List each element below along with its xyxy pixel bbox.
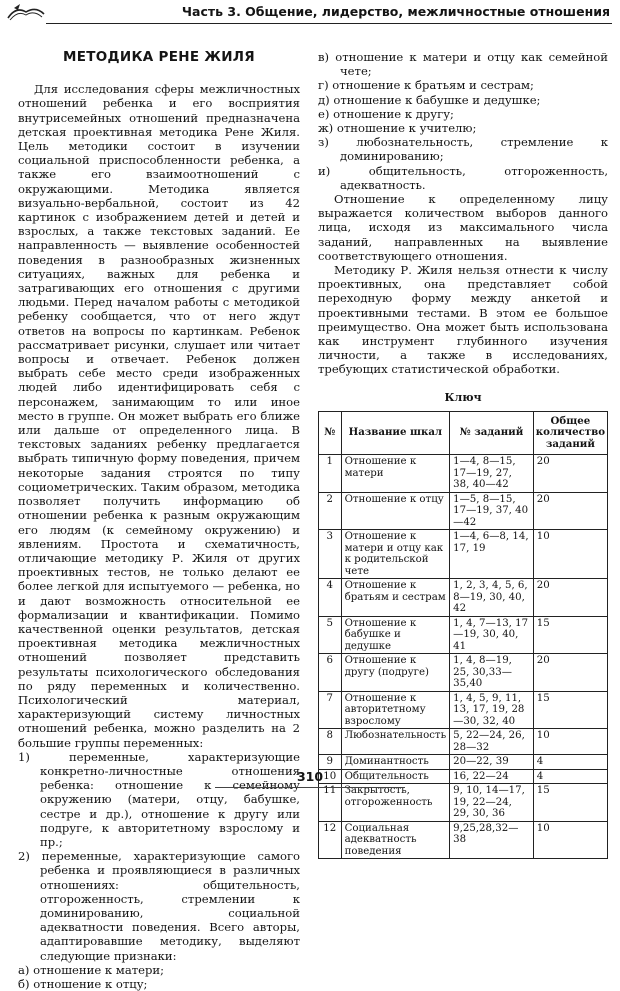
task-numbers: 1—5, 8—15, 17—19, 37, 40—42 (450, 492, 534, 530)
list-item (318, 93, 608, 107)
features-list-continued (318, 50, 608, 192)
task-total: 10 (533, 729, 607, 755)
task-numbers: 16, 22—24 (450, 769, 534, 784)
list-item (18, 750, 300, 849)
row-number: 10 (319, 769, 342, 784)
table-row (319, 579, 608, 617)
table-caption: Ключ (444, 390, 482, 404)
table-row (319, 616, 608, 654)
article-title: МЕТОДИКА РЕНЕ ЖИЛЯ (62, 49, 255, 65)
scale-name: Отношение к матери (341, 455, 450, 493)
list-marker: д) (318, 92, 330, 107)
header-divider (46, 23, 612, 24)
row-number: 2 (319, 492, 342, 530)
list-marker: 1) (18, 749, 30, 764)
task-numbers: 5, 22—24, 26, 28—32 (450, 729, 534, 755)
key-table (318, 411, 608, 860)
list-text: отношение к бабушке и дедушке; (333, 92, 541, 107)
scale-name: Закрытость, отгороженность (341, 784, 450, 822)
list-text: отношение к другу; (333, 106, 454, 121)
list-text: отношение к матери и отцу как семейной чете; (335, 50, 608, 79)
task-total: 10 (533, 821, 607, 859)
task-numbers: 1—4, 8—15, 17—19, 27, 38, 40—42 (450, 455, 534, 493)
task-total: 4 (533, 755, 607, 770)
list-marker: ж) (318, 121, 334, 136)
table-row (319, 784, 608, 822)
list-marker: г) (318, 78, 329, 93)
list-item (318, 121, 608, 135)
list-text: общительность, отгороженность, адекватность. (340, 163, 609, 192)
task-total: 4 (533, 769, 607, 784)
footer-divider (215, 787, 405, 788)
table-row (319, 492, 608, 530)
task-total: 10 (533, 530, 607, 579)
list-item (318, 78, 608, 92)
list-marker: з) (318, 135, 329, 150)
list-item (318, 164, 608, 192)
task-numbers: 1, 2, 3, 4, 5, 6, 8—19, 30, 40, 42 (450, 579, 534, 617)
scale-name: Общительность (341, 769, 450, 784)
list-text: переменные, характеризующие конкретно-личностные отношения ребенка: отношение к семейному окружению (матери, отцу, бабушке, сестре и др.), отношение к другу или подруге, к авторитетному взрослому и пр.; (40, 749, 300, 849)
list-text: переменные, характеризующие самого ребенка и проявляющиеся в различных отношениях: общительность, отгороженность, стремлении к доминированию, социальной адекватности поведения. Всего авторы, адаптировавшие методику, выделяют следующие признаки: (40, 849, 301, 963)
page-number: 310 (296, 769, 324, 784)
intro-paragraph: Для исследования сферы межличностных отношений ребенка и его восприятия внутрисемейных отношений предназначена детская проективная методика Рене Жиля. Цель методики состоит в изучении социальной приспособленности ребенка, а также его взаимоотношений с окружающими. Методика является визуально-вербальной, состоит из 42 картинок с изображением детей и детей и взрослых, а также текстовых заданий. Ее направленность — выявление особенностей поведения в разнообразных жизненных ситуациях, важных для ребенка и затрагивающих его отношения с другими людьми. Перед началом работы с методикой ребенку сообщается, что от него ждут ответов на вопросы по картинкам. Ребенок рассматривает рисунки, слушает или читает вопросы и отвечает. Ребенок должен выбрать себе место среди изображенных людей либо идентифицировать себя с персонажем, занимающим то или иное место в группе. Он может выбрать его ближе или дальше от определенного лица. В текстовых заданиях ребенку предлагается выбрать типичную форму поведения, причем некоторые задания строятся по типу социометрических. Таким образом, методика позволяет получить информацию об отношении ребенка к разным окружающим его людям (к семейному окружению) и явлениям. Простота и схематичность, отличающие методику Р. Жиля от других проективных тестов, не только делают ее более легкой для испытуемого — ребенка, но и дают возможность относительной ее формализации и квантификации. Помимо качественной оценки результатов, детская проективная методика межличностных отношений позволяет представить результаты психологического обследования по ряду переменных и количественно. Психологический материал, характеризующий систему личностных отношений ребенка, можно разделить на 2 большие группы переменных: (18, 82, 300, 750)
task-numbers: 1, 4, 7—13, 17—19, 30, 40, 41 (450, 616, 534, 654)
list-item (318, 107, 608, 121)
choice-paragraph: Отношение к определенному лицу выражается количеством выборов данного лица, исходя из максимального числа заданий, направленных на выявление соответствующего отношения. (318, 192, 608, 263)
row-number: 1 (319, 455, 342, 493)
list-marker: 2) (18, 849, 30, 864)
list-item (318, 135, 608, 163)
row-number: 7 (319, 691, 342, 729)
list-marker: б) (18, 977, 30, 991)
row-number: 12 (319, 821, 342, 859)
row-number: 9 (319, 755, 342, 770)
row-number: 4 (319, 579, 342, 617)
scale-name: Отношение к матери и отцу как к родительской чете (341, 530, 450, 579)
list-marker: а) (18, 962, 30, 977)
task-total: 15 (533, 691, 607, 729)
list-item (18, 977, 300, 991)
table-row (319, 691, 608, 729)
scale-name: Доминантность (341, 755, 450, 770)
scale-name: Отношение к братьям и сестрам (341, 579, 450, 617)
column-header-number: № (319, 411, 342, 455)
list-marker: в) (318, 50, 330, 64)
row-number: 6 (319, 654, 342, 692)
task-numbers: 9,25,28,32—38 (450, 821, 534, 859)
scale-name: Социальная адекватность поведения (341, 821, 450, 859)
task-total: 15 (533, 784, 607, 822)
page-header (0, 0, 620, 24)
table-row (319, 729, 608, 755)
task-total: 20 (533, 455, 607, 493)
task-total: 20 (533, 654, 607, 692)
list-item (18, 963, 300, 977)
task-numbers: 1, 4, 5, 9, 11, 13, 17, 19, 28—30, 32, 40 (450, 691, 534, 729)
scale-name: Отношение к авторитетному взрослому (341, 691, 450, 729)
task-numbers: 20—22, 39 (450, 755, 534, 770)
row-number: 8 (319, 729, 342, 755)
task-total: 15 (533, 616, 607, 654)
table-row (319, 654, 608, 692)
scale-name: Отношение к бабушке и дедушке (341, 616, 450, 654)
list-text: отношение к братьям и сестрам; (332, 78, 534, 93)
task-numbers: 1—4, 6—8, 14, 17, 19 (450, 530, 534, 579)
column-header-total: Общее количество заданий (533, 411, 607, 455)
list-marker: е) (318, 106, 330, 121)
features-list (18, 963, 300, 991)
column-header-tasks: № заданий (450, 411, 534, 455)
right-column (318, 50, 608, 859)
list-text: отношение к учителю; (336, 121, 477, 136)
row-number: 3 (319, 530, 342, 579)
task-total: 20 (533, 492, 607, 530)
left-column (18, 48, 300, 991)
list-text: любознательность, стремление к доминированию; (340, 135, 609, 164)
list-text: отношение к отцу; (33, 977, 148, 991)
row-number: 5 (319, 616, 342, 654)
table-header-row (319, 411, 608, 455)
table-row (319, 530, 608, 579)
method-paragraph: Методику Р. Жиля нельзя отнести к числу проективных, она представляет собой переходную форму между анкетой и проективными тестами. В этом ее большое преимущество. Она может быть использована как инструмент глубинного изучения личности, а также в исследованиях, требующих статистической обработки. (318, 263, 608, 377)
list-item (318, 50, 608, 78)
row-number: 11 (319, 784, 342, 822)
book-logo-icon (6, 2, 46, 22)
task-numbers: 1, 4, 8—19, 25, 30,33—35,40 (450, 654, 534, 692)
scale-name: Любознательность (341, 729, 450, 755)
table-row (319, 455, 608, 493)
task-total: 20 (533, 579, 607, 617)
column-header-scale: Название шкал (341, 411, 450, 455)
list-marker: и) (318, 163, 331, 178)
scale-name: Отношение к другу (подруге) (341, 654, 450, 692)
scale-name: Отношение к отцу (341, 492, 450, 530)
table-row (319, 821, 608, 859)
table-row (319, 755, 608, 770)
list-text: отношение к матери; (33, 962, 165, 977)
task-numbers: 9, 10, 14—17, 19, 22—24, 29, 30, 36 (450, 784, 534, 822)
running-title: Часть 3. Общение, лидерство, межличностные отношения (181, 4, 610, 19)
list-item (18, 849, 300, 963)
